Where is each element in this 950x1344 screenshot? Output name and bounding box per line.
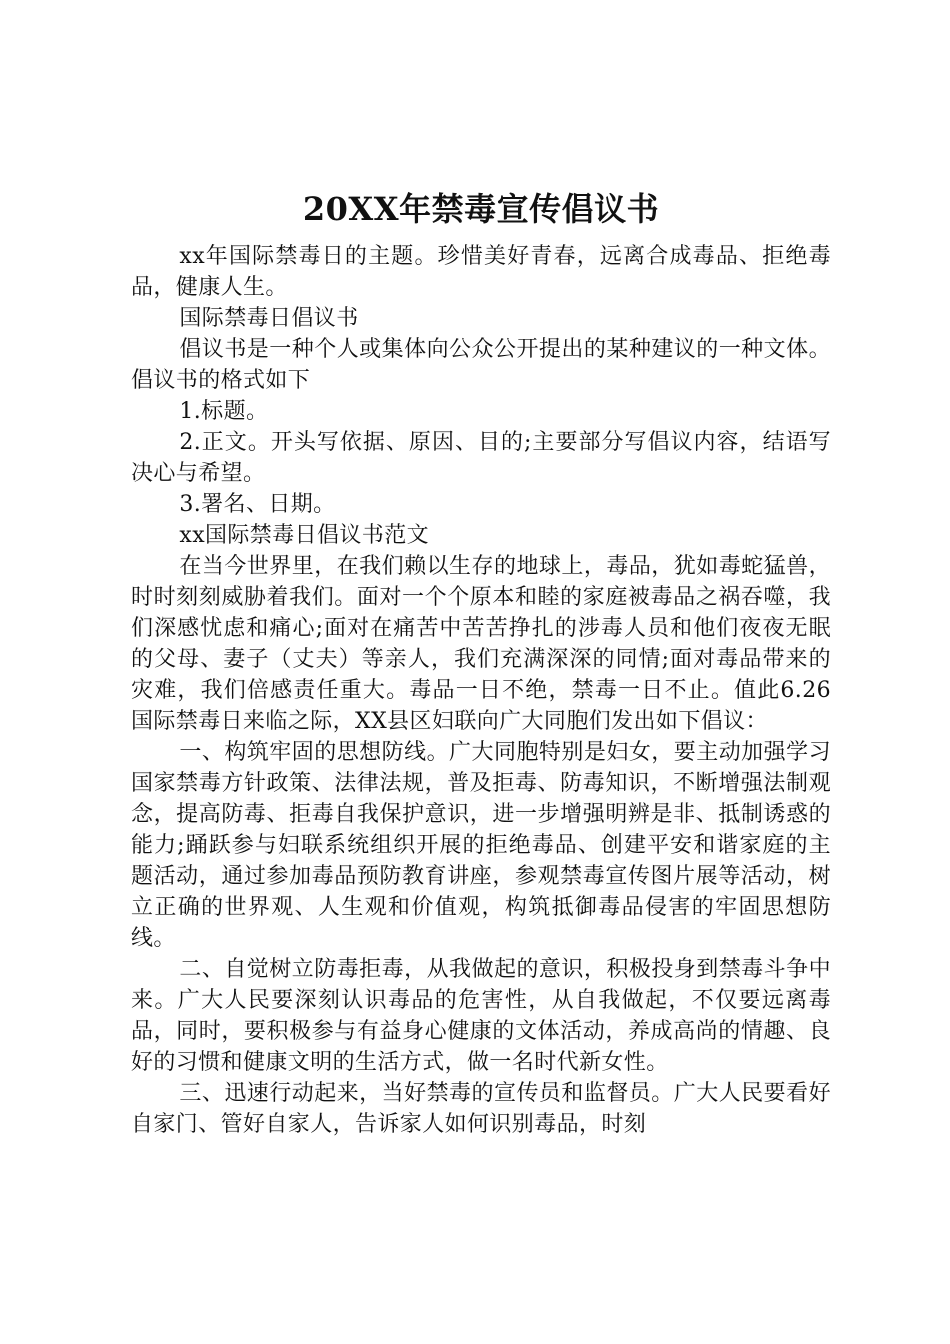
paragraph-format-item-1: 1.标题。 xyxy=(179,399,269,424)
paragraph-theme: xx年国际禁毒日的主题。珍惜美好青春，远离合成毒品、拒绝毒品，健康人生。 xyxy=(131,244,831,300)
paragraph-format-item-3: 3.署名、日期。 xyxy=(179,492,336,517)
paragraph-proposal-1: 一、构筑牢固的思想防线。广大同胞特别是妇女，要主动加强学习国家禁毒方针政策、法律法规，普及拒毒、防毒知识，不断增强法制观念，提高防毒、拒毒自我保护意识，进一步增强明辨是非、抵制诱惑的能力;踊跃参与妇联系统组织开展的拒绝毒品、创建平安和谐家庭的主题活动，通过参加毒品预防教育讲座，参观禁毒宣传图片展等活动，树立正确的世界观、人生观和价值观，构筑抵御毒品侵害的牢固思想防线。 xyxy=(131,740,831,951)
paragraph-sample-heading: xx国际禁毒日倡议书范文 xyxy=(179,523,430,548)
document-title: 20XX年禁毒宣传倡议书 xyxy=(302,190,660,228)
paragraph-intro: 在当今世界里，在我们赖以生存的地球上，毒品，犹如毒蛇猛兽，时时刻刻威胁着我们。面对一个个原本和睦的家庭被毒品之祸吞噬，我们深感忧虑和痛心;面对在痛苦中苦苦挣扎的涉毒人员和他们夜夜无眠的父母、妻子（丈夫）等亲人，我们充满深深的同情;面对毒品带来的灾难，我们倍感责任重大。毒品一日不绝，禁毒一日不止。值此6.26国际禁毒日来临之际，XX县区妇联向广大同胞们发出如下倡议： xyxy=(131,554,831,734)
paragraph-heading: 国际禁毒日倡议书 xyxy=(179,306,359,331)
paragraph-proposal-3: 三、迅速行动起来，当好禁毒的宣传员和监督员。广大人民要看好自家门、管好自家人，告诉家人如何识别毒品，时刻 xyxy=(131,1081,831,1137)
paragraph-format-item-2: 2.正文。开头写依据、原因、目的;主要部分写倡议内容，结语写决心与希望。 xyxy=(131,430,831,486)
paragraph-definition: 倡议书是一种个人或集体向公众公开提出的某种建议的一种文体。倡议书的格式如下 xyxy=(131,337,831,393)
paragraph-proposal-2: 二、自觉树立防毒拒毒，从我做起的意识，积极投身到禁毒斗争中来。广大人民要深刻认识毒品的危害性，从自我做起，不仅要远离毒品，同时，要积极参与有益身心健康的文体活动，养成高尚的情趣、良好的习惯和健康文明的生活方式，做一名时代新女性。 xyxy=(131,957,831,1075)
document-page xyxy=(131,185,831,1140)
